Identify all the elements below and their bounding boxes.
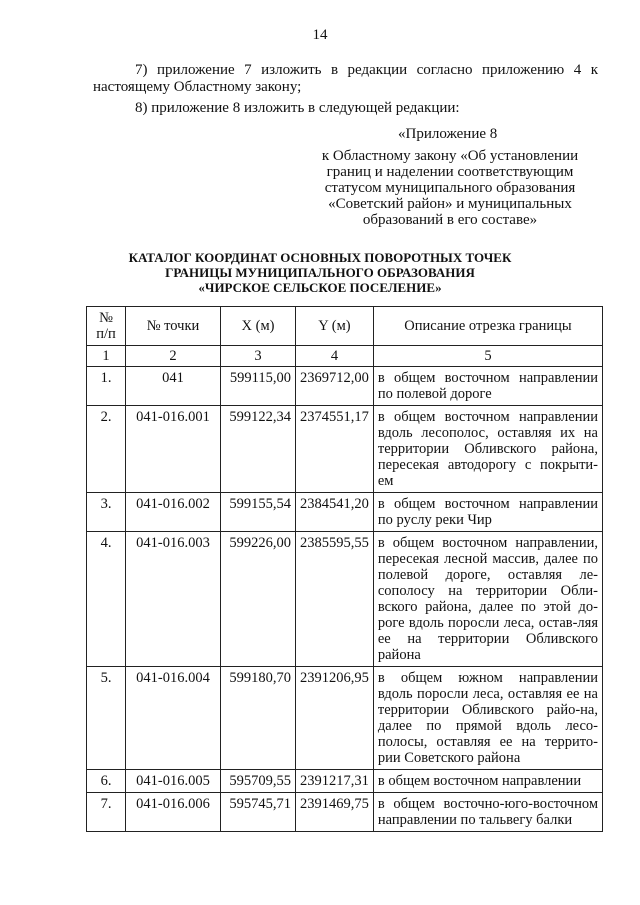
row-number: 7. [87,793,126,832]
header-number-line: № [99,310,113,326]
paragraph-item-8: 8) приложение 8 изложить в следующей редакции: [135,100,460,116]
header-x: X (м) [221,307,296,346]
row-number: 4. [87,532,126,667]
page-number: 14 [312,27,328,43]
table-row [87,770,603,793]
row-number: 6. [87,770,126,793]
annex-subtitle-line: границ и наделении соответствующим [326,164,574,180]
header-y: Y (м) [296,307,374,346]
table-row [87,367,603,406]
index-cell: 1 [87,346,126,367]
row-number: 5. [87,667,126,770]
y-coordinate: 2374551,17 [296,406,374,493]
y-coordinate: 2391469,75 [296,793,374,832]
table-row [87,493,603,532]
y-coordinate: 2391206,95 [296,667,374,770]
catalog-title [0,250,640,295]
catalog-title-line: ГРАНИЦЫ МУНИЦИПАЛЬНОГО ОБРАЗОВАНИЯ [165,265,475,280]
segment-description: в общем восточном направлении по полевой дороге [373,367,602,406]
table-index-row [87,346,603,367]
segment-description: в общем южном направлении вдоль поросли леса, оставляя ее на территории Обливского райо-на, далее по прямой вдоль лесо-полосы, оставляя ее на террито-рии Советского района [373,667,602,770]
coordinates-table [86,306,603,832]
row-number: 3. [87,493,126,532]
point-id: 041-016.001 [126,406,221,493]
x-coordinate: 599115,00 [221,367,296,406]
header-number [87,307,126,346]
table-row [87,532,603,667]
y-coordinate: 2385595,55 [296,532,374,667]
point-id: 041-016.004 [126,667,221,770]
catalog-title-line: «ЧИРСКОЕ СЕЛЬСКОЕ ПОСЕЛЕНИЕ» [198,280,442,295]
table-row [87,406,603,493]
annex-subtitle-line: образований в его составе» [362,212,538,228]
y-coordinate: 2369712,00 [296,367,374,406]
x-coordinate: 599226,00 [221,532,296,667]
segment-description: в общем восточном направлении [373,770,602,793]
paragraph-item-7: 7) приложение 7 изложить в редакции согласно приложению 4 к настоящему Областному закону; [93,62,598,95]
point-id: 041-016.002 [126,493,221,532]
y-coordinate: 2384541,20 [296,493,374,532]
x-coordinate: 599180,70 [221,667,296,770]
annex-subtitle-line: статусом муниципального образования [324,180,576,196]
y-coordinate: 2391217,31 [296,770,374,793]
x-coordinate: 599122,34 [221,406,296,493]
catalog-title-line: КАТАЛОГ КООРДИНАТ ОСНОВНЫХ ПОВОРОТНЫХ ТОЧЕК [128,250,512,265]
x-coordinate: 595709,55 [221,770,296,793]
point-id: 041-016.005 [126,770,221,793]
segment-description: в общем восточно-юго-восточном направлении по тальвегу балки [373,793,602,832]
x-coordinate: 599155,54 [221,493,296,532]
header-description: Описание отрезка границы [373,307,602,346]
segment-description: в общем восточном направлении вдоль лесополос, оставляя их на территории Обливского района, пересекая автодорогу с покрыти-ем [373,406,602,493]
segment-description: в общем восточном направлении по руслу реки Чир [373,493,602,532]
index-cell: 4 [296,346,374,367]
index-cell: 3 [221,346,296,367]
point-id: 041-016.006 [126,793,221,832]
x-coordinate: 595745,71 [221,793,296,832]
annex-subtitle-line: «Советский район» и муниципальных [328,196,572,212]
point-id: 041-016.003 [126,532,221,667]
row-number: 2. [87,406,126,493]
annex-subtitle-line: к Областному закону «Об установлении [321,148,579,164]
index-cell: 5 [373,346,602,367]
row-number: 1. [87,367,126,406]
index-cell: 2 [126,346,221,367]
table-row [87,793,603,832]
annex-title: «Приложение 8 [398,126,498,142]
annex-subtitle [300,148,600,228]
table-header-row [87,307,603,346]
header-number-line: п/п [96,326,116,342]
header-point: № точки [126,307,221,346]
segment-description: в общем восточном направлении, пересекая лесной массив, далее по полевой дороге, оставляя ле-сополосу на территории Обли-вского района, далее по этой до-роге вдоль поросли леса, остав-ляя ее на территории Обливского района [373,532,602,667]
table-row [87,667,603,770]
point-id: 041 [126,367,221,406]
